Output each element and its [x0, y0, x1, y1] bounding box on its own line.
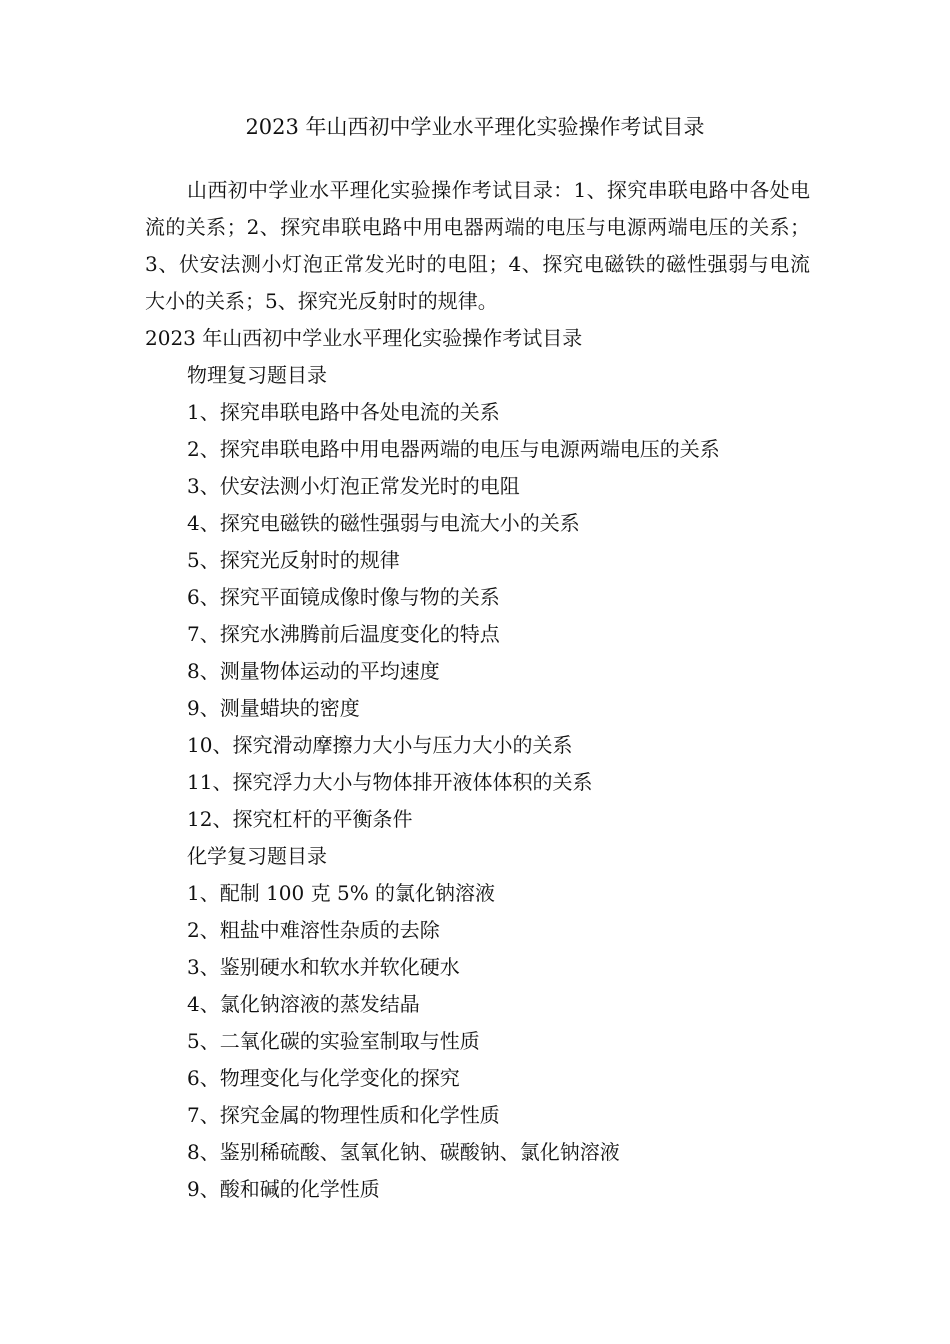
physics-item: 7、探究水沸腾前后温度变化的特点 [187, 622, 500, 646]
physics-item: 9、测量蜡块的密度 [187, 696, 360, 720]
chemistry-item: 6、物理变化与化学变化的探究 [187, 1066, 460, 1090]
physics-item: 8、测量物体运动的平均速度 [187, 659, 440, 683]
chemistry-item: 5、二氧化碳的实验室制取与性质 [187, 1029, 480, 1053]
physics-item: 12、探究杠杆的平衡条件 [187, 807, 413, 831]
physics-item: 5、探究光反射时的规律 [187, 548, 400, 572]
chemistry-item: 2、粗盐中难溶性杂质的去除 [187, 918, 440, 942]
chemistry-item: 1、配制 100 克 5% 的氯化钠溶液 [187, 881, 496, 905]
chemistry-item: 4、氯化钠溶液的蒸发结晶 [187, 992, 420, 1016]
chemistry-item: 3、鉴别硬水和软水并软化硬水 [187, 955, 460, 979]
physics-item: 2、探究串联电路中用电器两端的电压与电源两端电压的关系 [187, 437, 720, 461]
physics-heading: 物理复习题目录 [187, 363, 327, 387]
physics-item: 1、探究串联电路中各处电流的关系 [187, 400, 500, 424]
intro-paragraph: 山西初中学业水平理化实验操作考试目录：1、探究串联电路中各处电流的关系；2、探究串联电路中用电器两端的电压与电源两端电压的关系；3、伏安法测小灯泡正常发光时的电阻；4、探究电磁铁的磁性强弱与电流大小的关系；5、探究光反射时的规律。 [145, 178, 810, 313]
chemistry-item: 8、鉴别稀硫酸、氢氧化钠、碳酸钠、氯化钠溶液 [187, 1140, 620, 1164]
physics-item: 10、探究滑动摩擦力大小与压力大小的关系 [187, 733, 573, 757]
section-subtitle: 2023 年山西初中学业水平理化实验操作考试目录 [145, 326, 583, 350]
physics-item: 4、探究电磁铁的磁性强弱与电流大小的关系 [187, 511, 580, 535]
chemistry-heading: 化学复习题目录 [187, 844, 327, 868]
chemistry-item: 9、酸和碱的化学性质 [187, 1177, 380, 1201]
physics-item: 6、探究平面镜成像时像与物的关系 [187, 585, 500, 609]
physics-item: 3、伏安法测小灯泡正常发光时的电阻 [187, 474, 520, 498]
document-title: 2023 年山西初中学业水平理化实验操作考试目录 [245, 115, 705, 139]
physics-item: 11、探究浮力大小与物体排开液体体积的关系 [187, 770, 593, 794]
chemistry-item: 7、探究金属的物理性质和化学性质 [187, 1103, 500, 1127]
